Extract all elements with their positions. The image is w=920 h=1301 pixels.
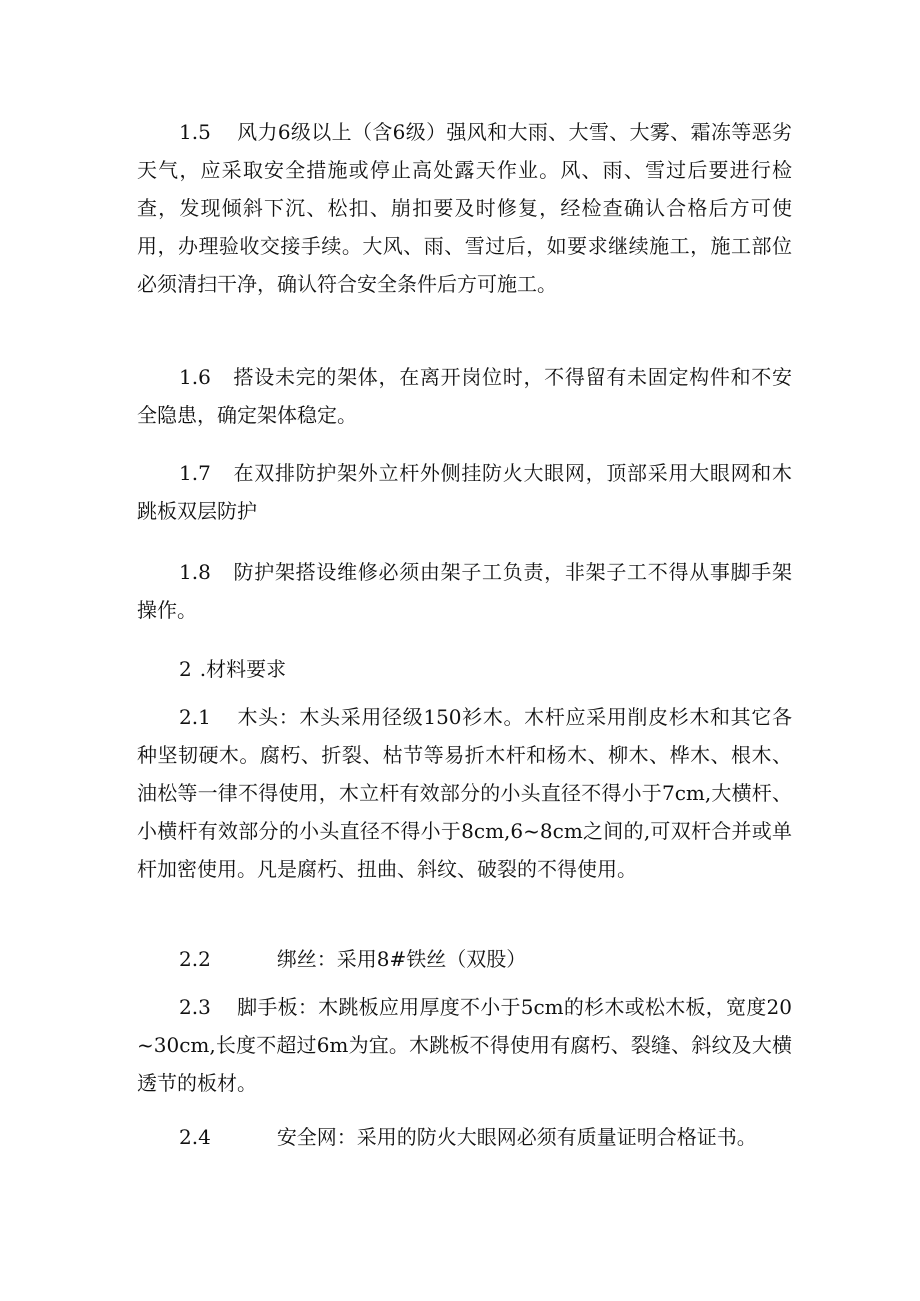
paragraph-text: 木头：木头采用径级150衫木。木杆应采用削皮杉木和其它各种坚韧硬木。腐朽、折裂、枯节等易折木杆和杨木、柳木、桦木、根木、油松等一律不得使用，木立杆有效部分的小头直径不得小于7cm,大横杆、小横杆有效部分的小头直径不得小于8cm,6~8cm之间的,可双杆合并或单杆加密使用。凡是腐朽、扭曲、斜纹、破裂的不得使用。	[137, 705, 792, 881]
paragraph-number: 2.3	[179, 995, 211, 1019]
paragraph-2-3	[137, 988, 792, 1102]
paragraph-text: 防护架搭设维修必须由架子工负责，非架子工不得从事脚手架操作。	[137, 560, 792, 622]
section-heading-2	[137, 650, 792, 688]
paragraph-text: 风力6级以上（含6级）强风和大雨、大雪、大雾、霜冻等恶劣天气，应采取安全措施或停止高处露天作业。风、雨、雪过后要进行检查，发现倾斜下沉、松扣、崩扣要及时修复，经检查确认合格后方可使用，办理验收交接手续。大风、雨、雪过后，如要求继续施工，施工部位必须清扫干净，确认符合安全条件后方可施工。	[137, 120, 792, 296]
paragraph-number: 2.4	[179, 1125, 211, 1149]
paragraph-number: 2.2	[179, 947, 211, 971]
paragraph-2-1	[137, 698, 792, 888]
paragraph-1-6	[137, 358, 792, 434]
paragraph-number: 1.8	[179, 560, 211, 584]
paragraph-2-2	[137, 940, 792, 978]
section-number: 2	[179, 657, 192, 681]
paragraph-text: 搭设未完的架体，在离开岗位时，不得留有未固定构件和不安全隐患，确定架体稳定。	[137, 365, 792, 427]
paragraph-2-4	[137, 1118, 792, 1156]
paragraph-text: 安全网：采用的防火大眼网必须有质量证明合格证书。	[276, 1125, 757, 1149]
paragraph-text: 绑丝：采用8#铁丝（双股）	[276, 947, 527, 971]
paragraph-number: 1.7	[179, 461, 211, 485]
paragraph-text: 在双排防护架外立杆外侧挂防火大眼网，顶部采用大眼网和木跳板双层防护	[137, 461, 792, 523]
paragraph-number: 2.1	[179, 705, 211, 729]
paragraph-text: 脚手板：木跳板应用厚度不小于5cm的杉木或松木板，宽度20~30cm,长度不超过6m为宜。木跳板不得使用有腐朽、裂缝、斜纹及大横透节的板材。	[137, 995, 792, 1095]
paragraph-number: 1.5	[179, 120, 211, 144]
section-title: .材料要求	[199, 657, 287, 681]
paragraph-1-5	[137, 113, 792, 303]
paragraph-1-8	[137, 553, 792, 629]
paragraph-number: 1.6	[179, 365, 211, 389]
paragraph-1-7	[137, 454, 792, 530]
